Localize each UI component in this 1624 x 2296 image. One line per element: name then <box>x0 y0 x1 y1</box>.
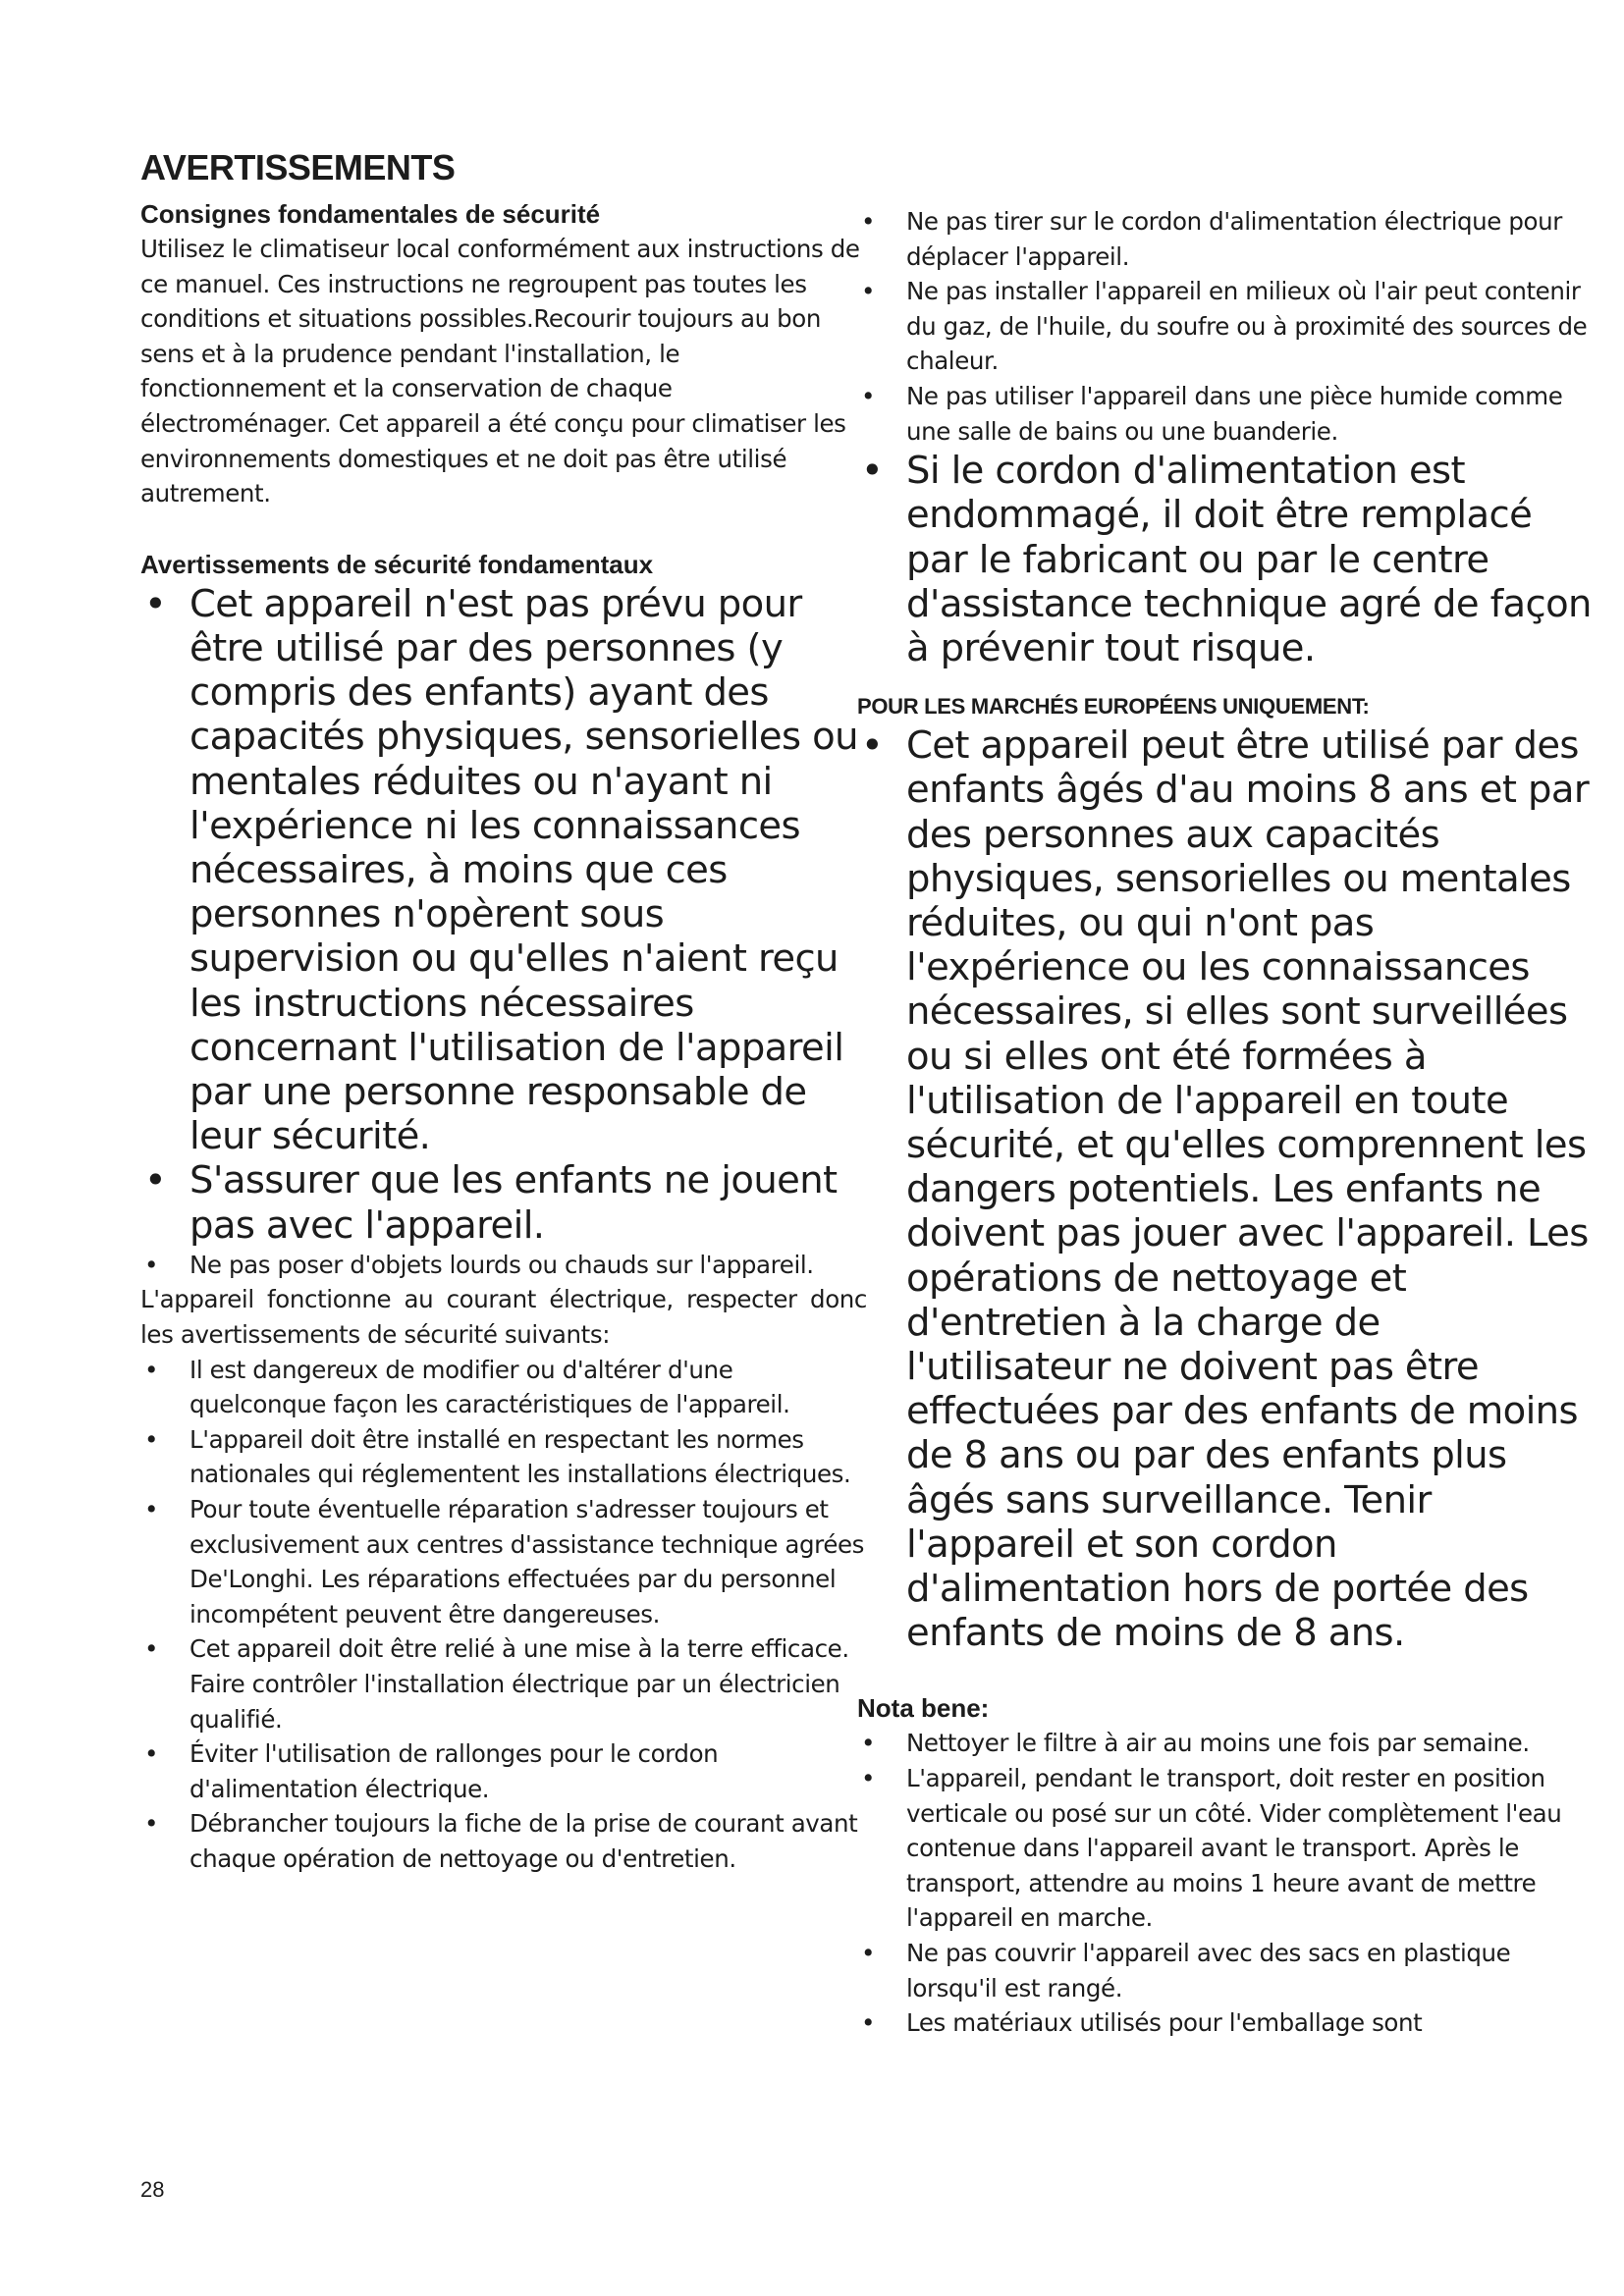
page-number: 28 <box>140 2177 165 2202</box>
basic-safety-heading: Consignes fondamentales de sécurité <box>140 199 601 229</box>
warning-item <box>140 582 867 1159</box>
bullet-icon: • <box>860 1729 876 1758</box>
warning-item-text: Cet appareil doit être relié à une mise à la terre efficace. Faire contrôler l'installation électrique par un électricien qualifié. <box>189 1634 849 1734</box>
warning-item <box>857 449 1594 670</box>
warning-item-text: Ne pas tirer sur le cordon d'alimentation électrique pour déplacer l'appareil. <box>906 207 1562 271</box>
warning-item-text: Pour toute éventuelle réparation s'adresser toujours et exclusivement aux centres d'assistance technique agrées De'Longhi. Les réparations effectuées par du personnel incompétent peuvent être dangereuses. <box>189 1494 865 1629</box>
bullet-icon: • <box>143 1809 159 1839</box>
warning-item <box>140 1158 867 1247</box>
warning-item <box>140 1736 867 1806</box>
note-item-text: L'appareil, pendant le transport, doit rester en position verticale ou posé sur un côté. Vider complètement l'eau contenue dans l'appareil avant le transport. Après le transport, attendre au moins 1 heure avant de mettre l'appareil en marche. <box>906 1764 1562 1933</box>
right-column <box>857 204 1594 2041</box>
note-item <box>857 2005 1594 2041</box>
warning-item-text: Ne pas poser d'objets lourds ou chauds sur l'appareil. <box>189 1250 814 1279</box>
warning-item-text: Ne pas utiliser l'appareil dans une pièce humide comme une salle de bains ou une buanderie. <box>906 381 1563 446</box>
electric-paragraph: L'appareil fonctionne au courant électrique, respecter donc les avertissements de sécurité suivants: <box>140 1285 867 1349</box>
bullet-icon: • <box>860 723 884 769</box>
intro-paragraph: Utilisez le climatiseur local conformément aux instructions de ce manuel. Ces instructions ne regroupent pas toutes les conditions et situations possibles.Recourir toujours au bon sens et à la prudence pendant l'installation, le fonctionnement et la conservation de chaque électroménager. Cet appareil a été conçu pour climatiser les environnements domestiques et ne doit pas être utilisé autrement. <box>140 235 860 508</box>
bullet-icon: • <box>143 1250 159 1279</box>
bullet-icon: • <box>860 1939 876 1967</box>
left-column <box>140 147 867 1876</box>
warning-item-text: Cet appareil n'est pas prévu pour être utilisé par des personnes (y compris des enfants) ayant des capacités physiques, sensorielles ou mentales réduites ou n'ayant ni l'expérience ni les connaissances nécessaires, à moins que ces personnes n'opèrent sous supervision ou qu'elles n'aient reçu les instructions nécessaires concernant l'utilisation de l'appareil par une personne responsable de leur sécurité. <box>189 581 858 1159</box>
bullet-icon: • <box>860 207 876 236</box>
warning-item <box>140 1806 867 1876</box>
note-item-text: Les matériaux utilisés pour l'emballage sont <box>906 2008 1423 2038</box>
bullet-icon: • <box>860 381 876 410</box>
warning-item <box>857 204 1594 274</box>
page-title: AVERTISSEMENTS <box>140 147 456 187</box>
bullet-icon: • <box>143 1634 159 1664</box>
bullet-icon: • <box>143 1158 167 1203</box>
warning-item-text: Ne pas installer l'appareil en milieux où l'air peut contenir du gaz, de l'huile, du soufre ou à proximité des sources de chaleur. <box>906 277 1588 376</box>
bullet-icon: • <box>143 1355 159 1384</box>
bullet-icon: • <box>143 1739 159 1769</box>
nota-bene-heading: Nota bene: <box>857 1693 990 1724</box>
bullet-icon: • <box>143 581 167 626</box>
note-item <box>857 1936 1594 2005</box>
warning-item <box>140 1492 867 1631</box>
warning-item-text: Éviter l'utilisation de rallonges pour le cordon d'alimentation électrique. <box>189 1739 719 1803</box>
warning-item-text: L'appareil doit être installé en respectant les normes nationales qui réglementent les installations électriques. <box>189 1424 851 1489</box>
warning-item-text: Il est dangereux de modifier ou d'altérer d'une quelconque façon les caractéristiques de l'appareil. <box>189 1355 790 1419</box>
warning-item <box>140 1248 867 1283</box>
safety-warnings-heading: Avertissements de sécurité fondamentaux <box>140 549 654 579</box>
warning-item <box>857 379 1594 449</box>
note-item <box>857 1761 1594 1936</box>
bullet-icon: • <box>860 2008 876 2038</box>
warning-item <box>857 274 1594 379</box>
warning-item-text: Si le cordon d'alimentation est endommagé, il doit être remplacé par le fabricant ou par le centre d'assistance technique agré de façon à prévenir tout risque. <box>906 449 1592 670</box>
warning-item-text: Cet appareil peut être utilisé par des enfants âgés d'au moins 8 ans et par des personnes aux capacités physiques, sensorielles ou mentales réduites, ou qui n'ont pas l'expérience ou les connaissances nécessaires, si elles sont surveillées ou si elles ont été formées à l'utilisation de l'appareil en toute sécurité, et qu'elles comprennent les dangers potentiels. Les enfants ne doivent pas jouer avec l'appareil. Les opérations de nettoyage et d'entretien à la charge de l'utilisateur ne doivent pas être effectuées par des enfants de moins de 8 ans ou par des enfants plus âgés sans surveillance. Tenir l'appareil et son cordon d'alimentation hors de portée des enfants de moins de 8 ans. <box>906 723 1590 1656</box>
bullet-icon: • <box>143 1424 159 1454</box>
bullet-icon: • <box>143 1494 159 1523</box>
note-item <box>857 1726 1594 1761</box>
note-item-text: Nettoyer le filtre à air au moins une fois par semaine. <box>906 1729 1530 1758</box>
warning-item-text: Débrancher toujours la fiche de la prise de courant avant chaque opération de nettoyage ou d'entretien. <box>189 1809 858 1873</box>
bullet-icon: • <box>860 449 884 494</box>
bullet-icon: • <box>860 277 876 306</box>
warning-item-text: S'assurer que les enfants ne jouent pas avec l'appareil. <box>189 1158 838 1248</box>
note-item-text: Ne pas couvrir l'appareil avec des sacs en plastique lorsqu'il est rangé. <box>906 1939 1511 2002</box>
warning-item <box>140 1631 867 1736</box>
warning-item <box>140 1422 867 1492</box>
warning-item <box>140 1353 867 1422</box>
eu-markets-heading: POUR LES MARCHÉS EUROPÉENS UNIQUEMENT: <box>857 694 1370 720</box>
warning-item <box>857 723 1594 1655</box>
bullet-icon: • <box>860 1764 876 1793</box>
